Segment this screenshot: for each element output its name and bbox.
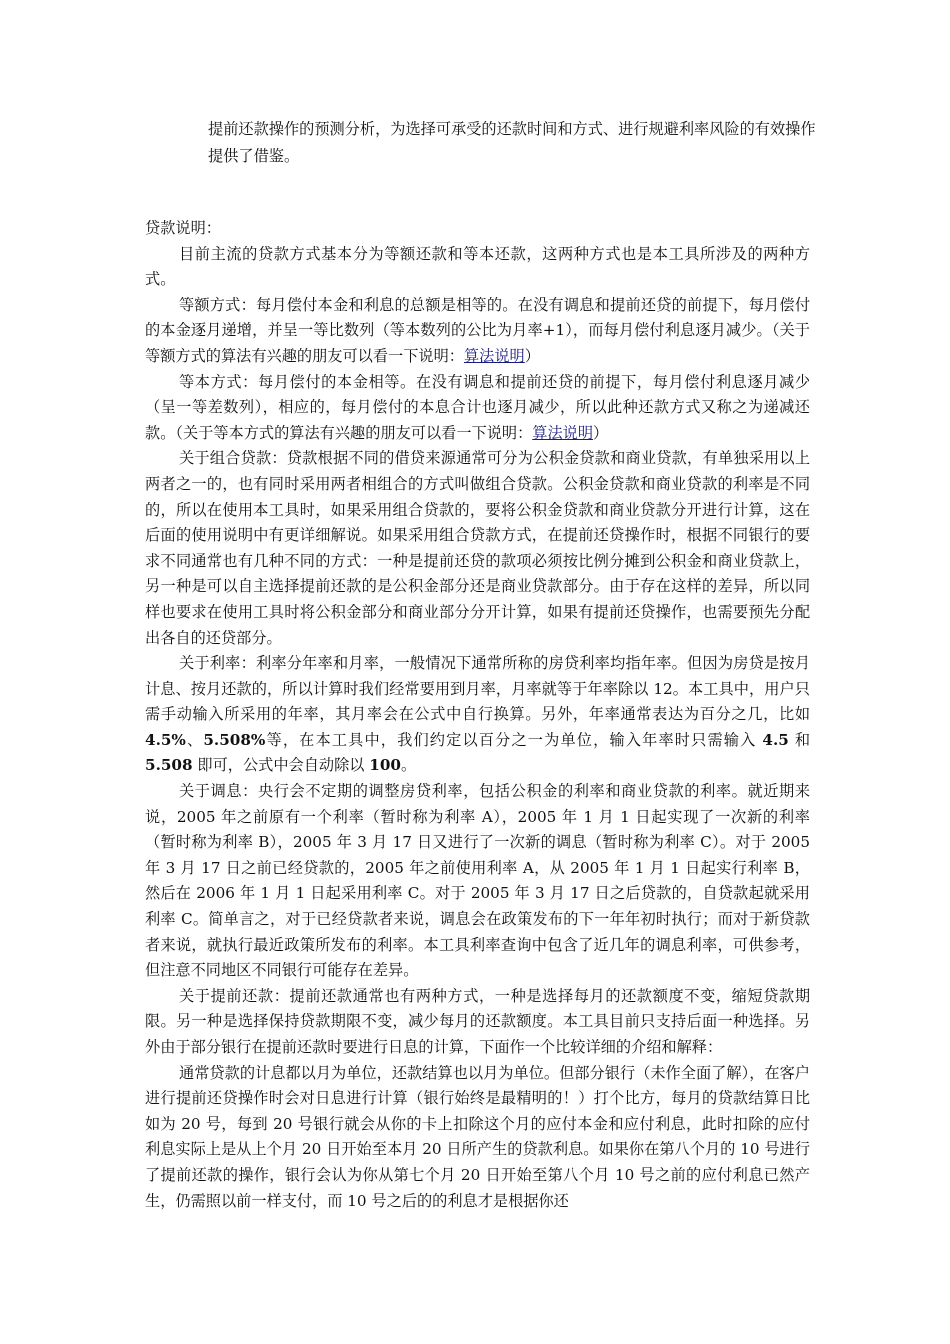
paragraph-loan-methods: 目前主流的贷款方式基本分为等额还款和等本还款，这两种方式也是本工具所涉及的两种方式。 bbox=[145, 244, 810, 289]
intro-paragraph: 提前还款操作的预测分析，为选择可承受的还款时间和方式、进行规避利率风险的有效操作提供了借鉴。 bbox=[208, 120, 816, 165]
rate-divisor: 100 bbox=[369, 756, 401, 775]
rate-separator: 、 bbox=[185, 730, 204, 749]
paragraph-rate-adjustment: 关于调息：央行会不定期的调整房贷利率，包括公积金的利率和商业贷款的利率。就近期来说，2005 年之前原有一个利率（暂时称为利率 A），2005 年 1 月 1 日起实现了一次新的利率（暂时称为利率 B），2005 年 3 月 17 日又进行了一次新的调息（暂时称为利率 C）。对于 2005 年 3 月 17 日之前已经贷款的，2005 年之前使用利率 A，从 2005 年 1 月 1 日起实行利率 B，然后在 2006 年 1 月 1 日起采用利率 C。对于 2005 年 3 月 17 日之后贷款的，自贷款起就采用利率 C。简单言之，对于已经贷款者来说，调息会在政策发布的下一年年初时执行；而对于新贷款者来说，就执行最近政策所发布的利率。本工具利率查询中包含了近几年的调息利率，可供参考，但注意不同地区不同银行可能存在差异。 bbox=[145, 782, 810, 980]
algorithm-link-equal-principal[interactable]: 算法说明 bbox=[532, 423, 594, 442]
paragraph-interest-rate bbox=[145, 651, 810, 779]
rate-input-1: 4.5 bbox=[762, 730, 789, 749]
paragraph-equal-payment bbox=[145, 293, 810, 370]
rate-example-2: 5.508% bbox=[203, 730, 266, 749]
paragraph-equal-principal bbox=[145, 370, 810, 447]
section-heading: 贷款说明： bbox=[145, 219, 221, 237]
rate-input-2: 5.508 bbox=[145, 756, 193, 775]
equal-principal-tail: ） bbox=[593, 423, 609, 442]
rate-text-d: 和 bbox=[788, 730, 811, 749]
paragraph-daily-interest: 通常贷款的计息都以月为单位，还款结算也以月为单位。但部分银行（未作全面了解），在客户进行提前还贷操作时会对日息进行计算（银行始终是最精明的！）打个比方，每月的贷款结算日比如为 20 号，每到 20 号银行就会从你的卡上扣除这个月的应付本金和应付利息，此时扣除的应付利息实际上是从上个月 20 日开始至本月 20 日所产生的贷款利息。如果你在第八个月的 10 号进行了提前还款的操作，银行会认为你从第七个月 20 日开始至第八个月 10 号之前的应付利息已然产生，仍需照以前一样支付，而 10 号之后的的利息才是根据你还 bbox=[145, 1063, 810, 1210]
paragraph-combined-loan: 关于组合贷款：贷款根据不同的借贷来源通常可分为公积金贷款和商业贷款，有单独采用以上两者之一的，也有同时采用两者相组合的方式叫做组合贷款。公积金贷款和商业贷款的利率是不同的，所以在使用本工具时，如果采用组合贷款的，要将公积金贷款和商业贷款分开进行计算，这在后面的使用说明中有更详细解说。如果采用组合贷款方式，在提前还贷操作时，根据不同银行的要求不同通常也有几种不同的方式：一种是提前还贷的款项必须按比例分摊到公积金和商业贷款上，另一种是可以自主选择提前还款的是公积金部分还是商业贷款部分。由于存在这样的差异，所以同样也要求在使用工具时将公积金部分和商业部分分开计算，如果有提前还贷操作，也需要预先分配出各自的还贷部分。 bbox=[145, 449, 810, 647]
rate-text-e: 即可，公式中会自动除以 bbox=[192, 756, 370, 775]
loan-description-section bbox=[145, 216, 810, 1214]
equal-payment-tail: ） bbox=[524, 346, 540, 365]
algorithm-link-equal-payment[interactable]: 算法说明 bbox=[463, 346, 525, 365]
equal-principal-text: 等本方式：每月偿付的本金相等。在没有调息和提前还贷的前提下，每月偿付利息逐月减少（呈一等差数列），相应的，每月偿付的本息合计也逐月减少，所以此种还款方式又称之为递减还款。（关于等本方式的算法有兴趣的朋友可以看一下说明： bbox=[145, 372, 810, 442]
rate-text-a: 关于利率：利率分年率和月率，一般情况下通常所称的房贷利率均指年率。但因为房贷是按月计息、按月还款的，所以计算时我们经常要用到月率，月率就等于年率除以 12。本工具中，用户只需手动输入所采用的年率，其月率会在公式中自行换算。另外，年率通常表达为百分之几，比如 bbox=[145, 654, 810, 724]
rate-example-1: 4.5% bbox=[145, 730, 186, 749]
rate-text-c: 等，在本工具中，我们约定以百分之一为单位，输入年率时只需输入 bbox=[265, 730, 763, 749]
rate-text-f: 。 bbox=[400, 756, 417, 775]
paragraph-prepayment: 关于提前还款：提前还款通常也有两种方式，一种是选择每月的还款额度不变，缩短贷款期限。另一种是选择保持贷款期限不变，减少每月的还款额度。本工具目前只支持后面一种选择。另外由于部分银行在提前还款时要进行日息的计算，下面作一个比较详细的介绍和解释： bbox=[145, 986, 810, 1056]
equal-payment-text: 等额方式：每月偿付本金和利息的总额是相等的。在没有调息和提前还贷的前提下，每月偿付的本金逐月递增，并呈一等比数列（等本数列的公比为月率+1），而每月偿付利息逐月减少。（关于等额方式的算法有兴趣的朋友可以看一下说明： bbox=[145, 295, 810, 365]
